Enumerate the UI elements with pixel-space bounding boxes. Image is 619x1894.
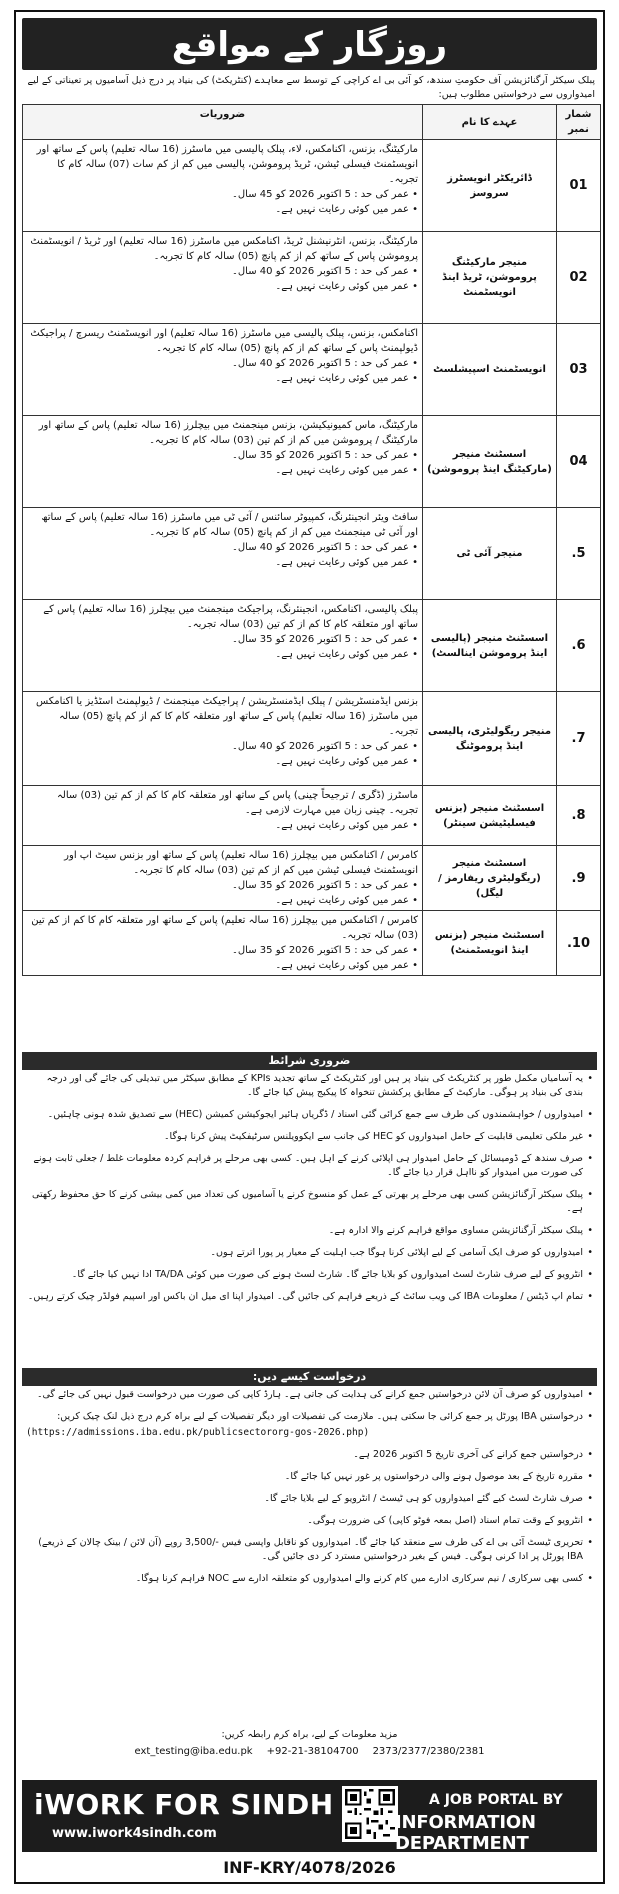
- job-number: 5.: [557, 508, 601, 600]
- table-row: [23, 140, 601, 232]
- job-number: 02: [557, 232, 601, 324]
- requirement-bullet: • عمر کی حد : 5 اکتوبر 2026 کو 40 سال۔: [27, 540, 418, 555]
- job-number: 04: [557, 416, 601, 508]
- brand-logo: iWORK FOR SINDH: [34, 1788, 334, 1821]
- requirement-bullet: • عمر کی حد : 5 اکتوبر 2026 کو 45 سال۔: [27, 187, 418, 202]
- contact-intro: مزید معلومات کے لیے، براہ کرم رابطہ کریں:: [221, 1729, 398, 1740]
- requirement-bullet: • عمر میں کوئی رعایت نہیں ہے۔: [27, 647, 418, 662]
- apply-item-text: کسی بھی سرکاری / نیم سرکاری ادارے میں کام کرنے والے امیدواروں کو متعلقہ ادارے سے NOC فراہم کرنا ہوگا۔: [135, 1573, 583, 1584]
- page-title: روزگار کے مواقع: [171, 24, 448, 65]
- job-requirements: [23, 600, 423, 692]
- job-number: 7.: [557, 692, 601, 786]
- requirement-bullet: • عمر میں کوئی رعایت نہیں ہے۔: [27, 818, 418, 833]
- column-header-number: شمار نمبر: [557, 105, 601, 140]
- condition-item: • امیدواروں / خواہشمندوں کی طرف سے جمع کرائی گئی اسناد / ڈگریاں ہائیر ایجوکیشن کمیشن (HEC) سے تصدیق شدہ ہونی چاہئیں۔: [26, 1108, 593, 1122]
- requirement-bullet: • عمر میں کوئی رعایت نہیں ہے۔: [27, 958, 418, 973]
- requirement-text: کامرس / اکنامکس میں بیچلرز (16 سالہ تعلیم) پاس کے ساتھ اور متعلقہ کام کا کم از کم تین (03) سالہ تجربہ۔: [31, 915, 418, 941]
- requirement-bullet: • عمر میں کوئی رعایت نہیں ہے۔: [27, 463, 418, 478]
- apply-item-text: انٹرویو کے وقت تمام اسناد (اصل بمعہ فوٹو کاپی) کی ضرورت ہوگی۔: [307, 1515, 583, 1526]
- requirement-bullet: • عمر میں کوئی رعایت نہیں ہے۔: [27, 371, 418, 386]
- apply-item: [26, 1492, 593, 1506]
- job-requirements: [23, 846, 423, 911]
- table-row: [23, 600, 601, 692]
- table-row: [23, 324, 601, 416]
- table-row: [23, 416, 601, 508]
- apply-item: [26, 1448, 593, 1462]
- column-header-requirements: ضروریات: [23, 105, 423, 140]
- requirement-text: سافٹ ویئر انجینئرنگ، کمپیوٹر سائنس / آئی ٹی میں ماسٹرز (16 سالہ تعلیم) پاس کے ساتھ اور آئی ٹی مینجمنٹ میں کم از کم پانچ (05) سالہ کام کا تجربہ۔: [41, 512, 418, 538]
- job-title: اسسٹنٹ منیجر (پالیسی اینڈ پروموشن اینالسٹ): [423, 600, 557, 692]
- requirement-bullet: • عمر کی حد : 5 اکتوبر 2026 کو 35 سال۔: [27, 878, 418, 893]
- contact-extensions: 2373/2377/2380/2381: [372, 1746, 485, 1757]
- condition-item: • صرف سندھ کے ڈومیسائل کے حامل امیدوار ہی اپلائی کرنے کے اہل ہیں۔ کسی بھی مرحلے پر فراہم کردہ معلومات غلط / جعلی ثابت ہونے کی صورت میں امیدوار کو نااہل قرار دیا جائے گا۔: [26, 1152, 593, 1180]
- apply-item: [26, 1536, 593, 1564]
- job-title: اسسٹنٹ منیجر (بزنس اینڈ انویسٹمنٹ): [423, 911, 557, 976]
- job-title: منیجر آئی ٹی: [423, 508, 557, 600]
- condition-item: • تمام اپ ڈیٹس / معلومات IBA کی ویب سائٹ کے ذریعے فراہم کی جائیں گی۔ امیدوار اپنا ای میل ان باکس اور اسپیم فولڈر چیک کرتے رہیں۔: [26, 1290, 593, 1304]
- apply-item: [26, 1514, 593, 1528]
- website-link[interactable]: www.iwork4sindh.com: [52, 1826, 217, 1841]
- conditions-heading: ضروری شرائط: [22, 1052, 597, 1070]
- job-requirements: [23, 324, 423, 416]
- job-advertisement: [14, 10, 605, 1884]
- job-number: 6.: [557, 600, 601, 692]
- requirement-bullet: • عمر کی حد : 5 اکتوبر 2026 کو 35 سال۔: [27, 943, 418, 958]
- job-number: 01: [557, 140, 601, 232]
- apply-item: [26, 1388, 593, 1402]
- job-number: 8.: [557, 786, 601, 846]
- requirement-bullet: • عمر کی حد : 5 اکتوبر 2026 کو 40 سال۔: [27, 264, 418, 279]
- table-row: [23, 786, 601, 846]
- requirement-bullet: • عمر میں کوئی رعایت نہیں ہے۔: [27, 893, 418, 908]
- job-title: انویسٹمنٹ اسپیشلسٹ: [423, 324, 557, 416]
- apply-item-text: تحریری ٹیسٹ آئی بی اے کی طرف سے منعقد کیا جائے گا۔ امیدواروں کو ناقابل واپسی فیس -/3,500 روپے (آن لائن / بینک چالان کے ذریعے) IBA پورٹل پر ادا کرنی ہوگی۔ فیس کے بغیر درخواستیں مسترد کر دی جائیں گی۔: [38, 1537, 583, 1562]
- job-requirements: [23, 508, 423, 600]
- requirement-text: مارکیٹنگ، ماس کمیونیکیشن، بزنس مینجمنٹ میں بیچلرز (16 سالہ تعلیم) پاس کے ساتھ اور مارکیٹنگ / پروموشن میں کم از کم تین (03) سالہ کام کا تجربہ۔: [38, 420, 418, 446]
- condition-item: • پبلک سیکٹر آرگنائزیشن مساوی مواقع فراہم کرنے والا ادارہ ہے۔: [26, 1224, 593, 1238]
- job-requirements: [23, 232, 423, 324]
- table-row: [23, 508, 601, 600]
- job-requirements: [23, 416, 423, 508]
- portal-department: INFORMATION DEPARTMENT: [395, 1812, 536, 1854]
- apply-heading: درخواست کیسے دیں:: [22, 1368, 597, 1386]
- table-row: [23, 846, 601, 911]
- job-requirements: [23, 786, 423, 846]
- table-row: [23, 692, 601, 786]
- apply-item: [26, 1470, 593, 1484]
- job-number: 9.: [557, 846, 601, 911]
- column-header-title: عہدے کا نام: [423, 105, 557, 140]
- condition-item: • پبلک سیکٹر آرگنائزیشن کسی بھی مرحلے پر بھرتی کے عمل کو منسوخ کرنے یا آسامیوں کی تعداد میں کمی بیشی کرنے کا حق محفوظ رکھتی ہے۔: [26, 1188, 593, 1216]
- condition-item: • یہ آسامیاں مکمل طور پر کنٹریکٹ کی بنیاد پر ہیں اور کنٹریکٹ کے ساتھ تجدید KPIs کے مطابق سیکٹر میں تبدیلی کی جائے گی اور درجہ بندی کی بنیاد پر ہوگی۔ مارکیٹ کے مطابق پرکشش تنخواہ کا پیکیج پیش کیا جائے گا۔: [26, 1072, 593, 1100]
- job-title: اسسٹنٹ منیجر (ریگولیٹری ریفارمز / لیگل): [423, 846, 557, 911]
- condition-item: • امیدواروں کو صرف ایک آسامی کے لیے اپلائی کرنا ہوگا جب اہلیت کے معیار پر پورا اترتے ہوں۔: [26, 1246, 593, 1260]
- requirement-text: مارکیٹنگ، بزنس، انٹرنیشنل ٹریڈ، اکنامکس میں ماسٹرز (16 سالہ تعلیم) اور ٹریڈ / انویسٹمنٹ پروموشن پاس کے ساتھ کم از کم پانچ (05) سالہ کام کا تجربہ۔: [30, 236, 418, 262]
- conditions-list: [26, 1072, 593, 1312]
- condition-item: • غیر ملکی تعلیمی قابلیت کے حامل امیدواروں کو HEC کی جانب سے ایکوویلنس سرٹیفکیٹ پیش کرنا ہوگا۔: [26, 1130, 593, 1144]
- job-title: منیجر مارکیٹنگ پروموشن، ٹریڈ اینڈ انویسٹمنٹ: [423, 232, 557, 324]
- footer-banner: [22, 1780, 597, 1852]
- requirement-bullet: • عمر میں کوئی رعایت نہیں ہے۔: [27, 555, 418, 570]
- portal-tagline: A JOB PORTAL BY: [429, 1792, 563, 1808]
- requirement-text: ماسٹرز (ڈگری / ترجیحاً چینی) پاس کے ساتھ اور متعلقہ کام کا کم از کم تین (03) سالہ تجربہ۔ چینی زبان میں مہارت لازمی ہے۔: [56, 790, 418, 816]
- requirement-bullet: • عمر میں کوئی رعایت نہیں ہے۔: [27, 202, 418, 217]
- requirement-text: کامرس / اکنامکس میں بیچلرز (16 سالہ تعلیم) پاس کے ساتھ اور بزنس سیٹ اپ اور انویسٹمنٹ فیسلی ٹیشن میں کم از کم تین (03) سالہ کام کا تجربہ۔: [64, 850, 418, 876]
- job-requirements: [23, 140, 423, 232]
- apply-item-text: مقررہ تاریخ کے بعد موصول ہونے والی درخواستوں پر غور نہیں کیا جائے گا۔: [284, 1471, 583, 1482]
- job-number: 10.: [557, 911, 601, 976]
- requirement-bullet: • عمر کی حد : 5 اکتوبر 2026 کو 40 سال۔: [27, 739, 418, 754]
- apply-item-text: صرف شارٹ لسٹ کیے گئے امیدواروں کو ہی ٹیسٹ / انٹرویو کے لیے بلایا جائے گا۔: [264, 1493, 583, 1504]
- table-row: [23, 911, 601, 976]
- requirement-bullet: • عمر میں کوئی رعایت نہیں ہے۔: [27, 754, 418, 769]
- contact-phone: +92-21-38104700: [266, 1746, 359, 1757]
- qr-code-icon: [342, 1786, 398, 1842]
- requirement-bullet: • عمر کی حد : 5 اکتوبر 2026 کو 35 سال۔: [27, 632, 418, 647]
- apply-item: [26, 1572, 593, 1586]
- job-title: منیجر ریگولیٹری، پالیسی اینڈ پروموٹنگ: [423, 692, 557, 786]
- requirement-text: پبلک پالیسی، اکنامکس، انجینئرنگ، پراجیکٹ مینجمنٹ میں بیچلرز (16 سالہ تعلیم) پاس کے ساتھ اور متعلقہ کام کا کم از کم تین (03) سالہ تجربہ۔: [43, 604, 418, 630]
- contact-email[interactable]: ext_testing@iba.edu.pk: [134, 1746, 253, 1757]
- requirement-bullet: • عمر کی حد : 5 اکتوبر 2026 کو 35 سال۔: [27, 448, 418, 463]
- condition-item: • انٹرویو کے لیے صرف شارٹ لسٹ امیدواروں کو بلایا جائے گا۔ شارٹ لسٹ ہونے کی صورت میں کوئی TA/DA ادا نہیں کیا جائے گا۔: [26, 1268, 593, 1282]
- job-title: اسسٹنٹ منیجر (بزنس فیسلیٹیشن سینٹر): [423, 786, 557, 846]
- jobs-table: [22, 104, 601, 976]
- apply-list: [26, 1388, 593, 1594]
- apply-item-text: درخواستیں جمع کرانے کی آخری تاریخ 5 اکتوبر 2026 ہے۔: [353, 1449, 583, 1460]
- apply-item: [26, 1410, 593, 1440]
- job-number: 03: [557, 324, 601, 416]
- job-title: اسسٹنٹ منیجر (مارکیٹنگ اینڈ پروموشن): [423, 416, 557, 508]
- job-title: ڈائریکٹر انویسٹرز سروسز: [423, 140, 557, 232]
- requirement-bullet: • عمر کی حد : 5 اکتوبر 2026 کو 40 سال۔: [27, 356, 418, 371]
- header-banner: [22, 18, 597, 70]
- intro-paragraph: پبلک سیکٹر آرگنائزیشن آف حکومتِ سندھ، کو آئی بی اے کراچی کے توسط سے معاہدے (کنٹریکٹ) کی بنیاد پر درج ذیل آسامیوں پر تعیناتی کے لیے امیدواروں سے درخواستیں مطلوب ہیں:: [27, 75, 595, 100]
- requirement-text: اکنامکس، بزنس، پبلک پالیسی میں ماسٹرز (16 سالہ تعلیم) اور انویسٹمنٹ ریسرچ / پراجیکٹ ڈیولپمنٹ پاس کے ساتھ کم از کم پانچ (05) سالہ کام کا تجربہ۔: [30, 328, 418, 354]
- reference-number: INF-KRY/4078/2026: [223, 1858, 396, 1877]
- job-requirements: [23, 911, 423, 976]
- requirement-text: بزنس ایڈمنسٹریشن / پبلک ایڈمنسٹریشن / پراجیکٹ مینجمنٹ / ڈیولپمنٹ اسٹڈیز یا اکنامکس میں ماسٹرز (16 سالہ تعلیم) پاس کے ساتھ اور متعلقہ کام کا کم از کم پانچ (05) سالہ تجربہ۔: [35, 696, 418, 737]
- application-url-link[interactable]: (https://admissions.iba.edu.pk/publicsectororg-gos-2026.php): [26, 1427, 370, 1438]
- requirement-bullet: • عمر میں کوئی رعایت نہیں ہے۔: [27, 279, 418, 294]
- job-requirements: [23, 692, 423, 786]
- table-row: [23, 232, 601, 324]
- apply-item-text: درخواستیں IBA پورٹل پر جمع کرائی جا سکتی ہیں۔ ملازمت کی تفصیلات اور دیگر تفصیلات کے لیے براہ کرم درج ذیل لنک چیک کریں:: [57, 1411, 583, 1422]
- requirement-text: مارکیٹنگ، بزنس، اکنامکس، لاء، پبلک پالیسی میں ماسٹرز (16 سالہ تعلیم) پاس کے ساتھ اور انویسٹمنٹ فیسلی ٹیشن، ٹریڈ پروموشن، پالیسی میں کم از کم سات (07) سالہ کام کا تجربہ۔: [36, 144, 418, 185]
- contact-section: [26, 1728, 593, 1759]
- apply-item-text: امیدواروں کو صرف آن لائن درخواستیں جمع کرانے کی ہدایت کی جاتی ہے۔ ہارڈ کاپی کی صورت میں درخواست قبول نہیں کی جائے گی۔: [36, 1389, 583, 1400]
